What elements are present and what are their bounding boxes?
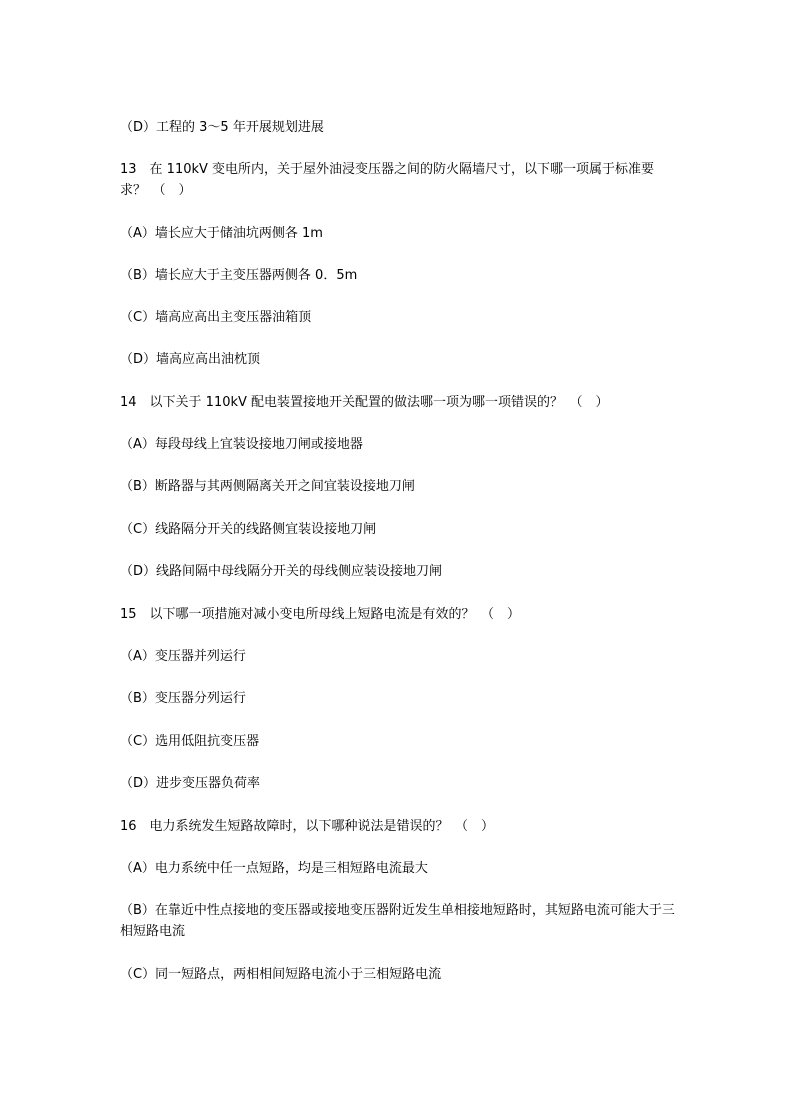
option-14c: （C）线路隔分开关的线路侧宜装设接地刀闸 bbox=[120, 522, 377, 537]
option-16b: （B）在靠近中性点接地的变压器或接地变压器附近发生单相接地短路时，其短路电流可能大于三相短路电流 bbox=[120, 903, 675, 939]
option-15d: （D）进步变压器负荷率 bbox=[120, 776, 261, 791]
question-14: 14 以下关于 110kV 配电装置接地开关配置的做法哪一项为哪一项错误的？ （ ） bbox=[120, 395, 609, 410]
option-13c: （C）墙高应高出主变压器油箱顶 bbox=[120, 310, 312, 325]
option-13d: （D）墙高应高出油枕顶 bbox=[120, 352, 261, 367]
option-12d: （D）工程的 3～5 年开展规划进展 bbox=[120, 120, 324, 135]
question-15: 15 以下哪一项措施对减小变电所母线上短路电流是有效的？ （ ） bbox=[120, 607, 521, 622]
option-14b: （B）断路器与其两侧隔离关开之间宜装设接地刀闸 bbox=[120, 479, 415, 494]
question-13: 13 在 110kV 变电所内，关于屋外油浸变压器之间的防火隔墙尺寸，以下哪一项属于标准要求？ （ ） bbox=[120, 162, 655, 198]
option-15b: （B）变压器分列运行 bbox=[120, 691, 246, 706]
option-16c: （C）同一短路点，两相相间短路电流小于三相短路电流 bbox=[120, 967, 442, 982]
option-14d: （D）线路间隔中母线隔分开关的母线侧应装设接地刀闸 bbox=[120, 564, 443, 579]
option-15a: （A）变压器并列运行 bbox=[120, 649, 246, 664]
option-13b: （B）墙长应大于主变压器两侧各 0．5m bbox=[120, 268, 358, 283]
option-16a: （A）电力系统中任一点短路，均是三相短路电流最大 bbox=[120, 861, 428, 876]
option-13a: （A）墙长应大于储油坑两侧各 1m bbox=[120, 226, 323, 241]
question-16: 16 电力系统发生短路故障时，以下哪种说法是错误的？ （ ） bbox=[120, 819, 495, 834]
option-14a: （A）每段母线上宜装设接地刀闸或接地器 bbox=[120, 437, 363, 452]
option-15c: （C）选用低阻抗变压器 bbox=[120, 734, 260, 749]
